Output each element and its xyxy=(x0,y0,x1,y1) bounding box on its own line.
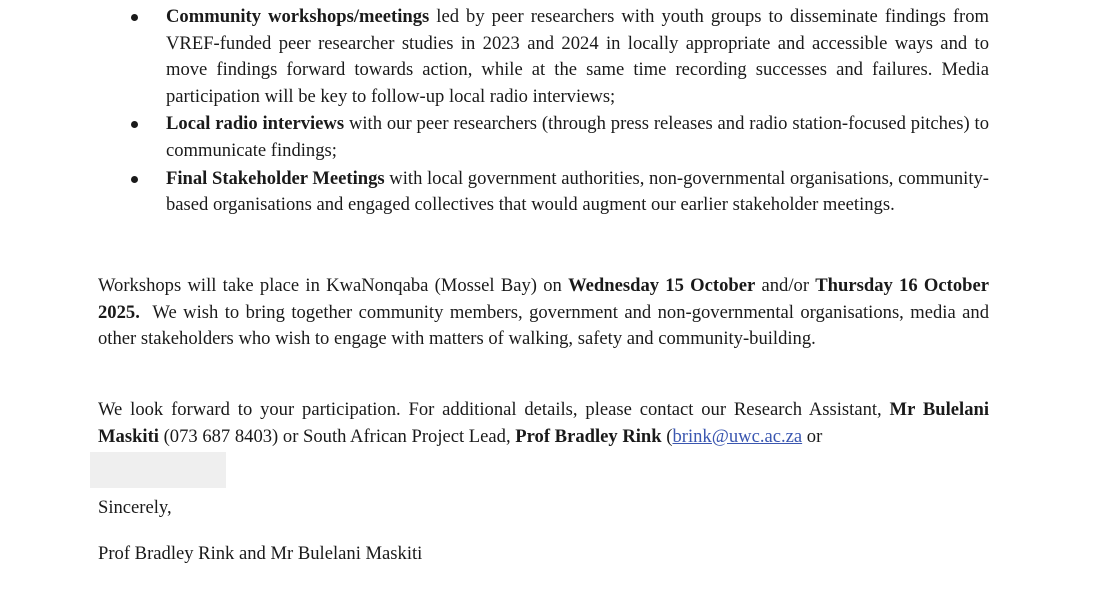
list-item-title: Final Stakeholder Meetings xyxy=(166,167,385,189)
contact-text-1: We look forward to your participation. For additional details, please contact our Research Assistant, xyxy=(98,399,890,420)
list-item xyxy=(0,111,989,164)
list-item-text: with local government authorities, non-governmental organisations, community-based organisations and engaged collectives that would augment our earlier stakeholder meetings. xyxy=(166,167,989,216)
contact-text-2: (073 687 8403) or South African Project Lead, xyxy=(158,425,516,447)
activities-list xyxy=(0,4,1116,219)
contact-text-4: or xyxy=(802,425,823,447)
bullet-icon xyxy=(131,14,138,21)
list-item-title: Local radio interviews xyxy=(166,113,345,135)
workshops-paragraph xyxy=(98,273,994,353)
list-item xyxy=(0,4,989,110)
list-item-text: with our peer researchers (through press releases and radio station-focused pitches) to communicate findings; xyxy=(166,113,989,161)
workshop-date-2: Thursday 16 October 2025. xyxy=(98,275,989,323)
project-lead-name: Prof Bradley Rink xyxy=(515,425,662,447)
workshop-date-1: Wednesday 15 October xyxy=(568,275,756,296)
bullet-icon xyxy=(131,176,138,183)
list-item xyxy=(0,166,989,219)
email-link[interactable]: brink@uwc.ac.za xyxy=(672,425,803,447)
workshops-text-1: Workshops will take place in KwaNonqaba (Mossel Bay) on xyxy=(98,275,569,296)
list-item-text: led by peer researchers with youth groups to disseminate findings from VREF-funded peer researcher studies in 2023 and 2024 in locally appropriate and accessible ways and to move findings forward towards action, while at the same time recording successes and failures. Media participation will be key to follow-up local radio interviews; xyxy=(166,6,989,107)
redacted-block xyxy=(90,452,226,488)
workshops-text-2: and/or xyxy=(755,275,816,296)
closing-line: Sincerely, xyxy=(98,497,172,518)
signature-line: Prof Bradley Rink and Mr Bulelani Maskiti xyxy=(98,543,423,564)
research-assistant-name: Mr Bulelani Maskiti xyxy=(98,399,989,447)
contact-text-3: ( xyxy=(661,425,673,447)
contact-paragraph xyxy=(98,397,989,450)
bullet-icon xyxy=(131,121,138,128)
workshops-text-3: We wish to bring together community members, government and non-governmental organisations, media and other stakeholders who wish to engage with matters of walking, safety and community-building. xyxy=(98,301,994,350)
list-item-title: Community workshops/meetings xyxy=(166,6,430,27)
